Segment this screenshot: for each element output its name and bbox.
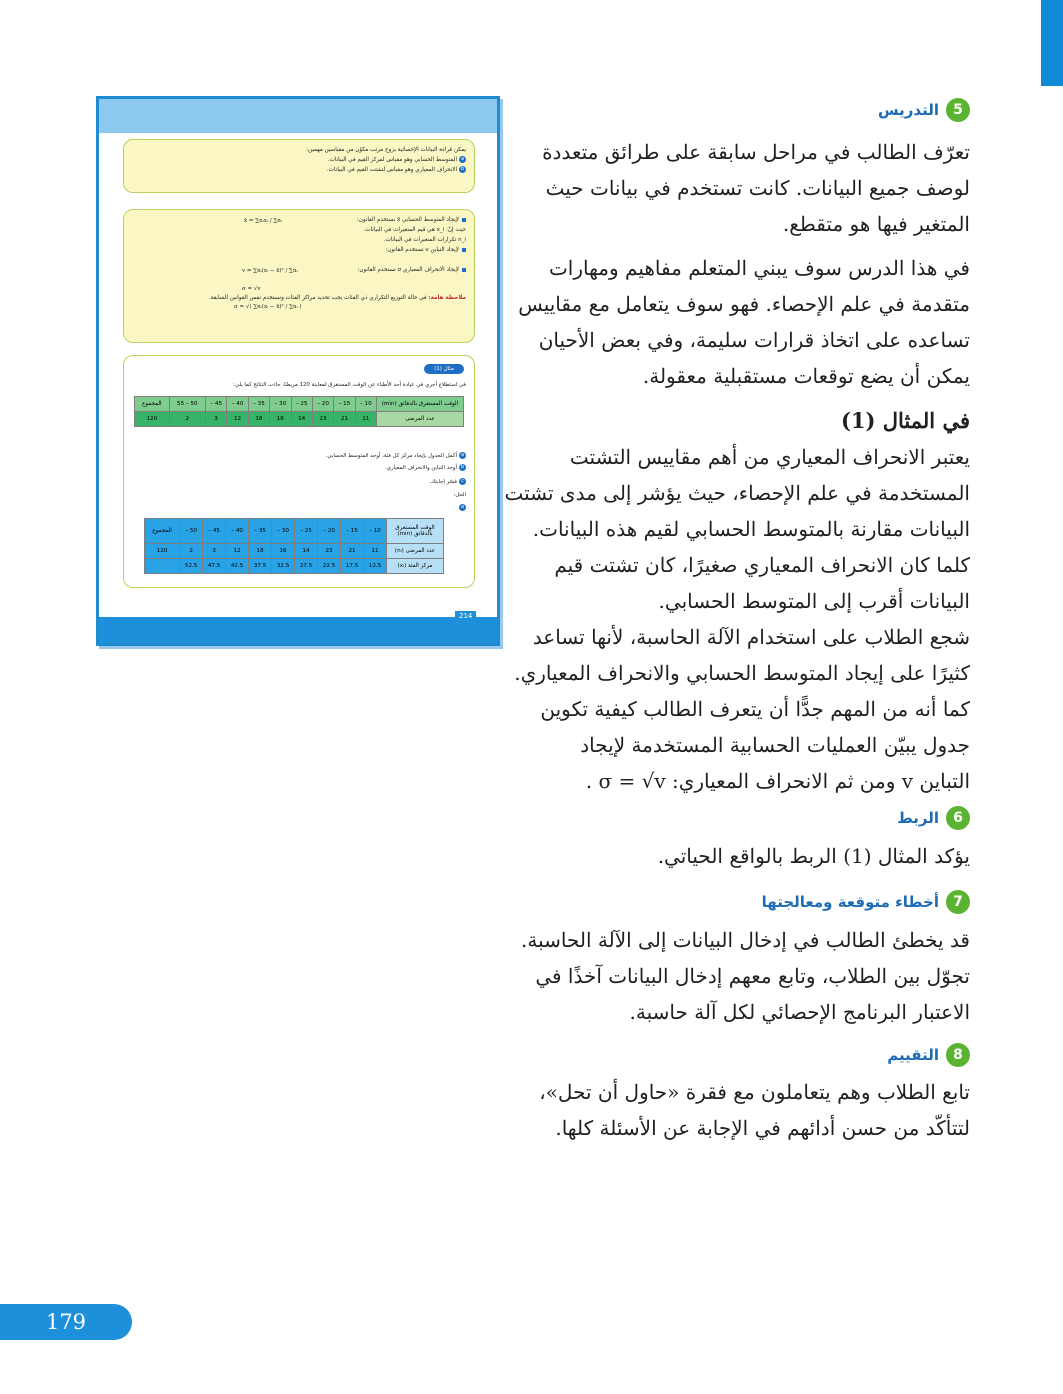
t2-total-header: المجموع (145, 519, 180, 544)
page-number: 179 (0, 1304, 132, 1340)
formula-mean-text: لإيجاد المتوسط الحسابي x̄ نستخدم القانون: (356, 217, 459, 223)
formula-sd-full: σ = √( ∑nᵢ(xᵢ − x̄)² / ∑nᵢ ) (234, 304, 302, 310)
t2-x: 12.5 (364, 559, 387, 574)
text-line: المستخدمة في علم الإحصاء، حيث يؤشر إلى مدى تشتت (504, 481, 970, 505)
section-7-heading: أخطاء متوقعة ومعالجتها (761, 893, 939, 911)
t2-x: 52.5 (180, 559, 203, 574)
text-line: كثيرًا على إيجاد المتوسط الحسابي والانحراف المعياري. (514, 661, 970, 685)
t1-val: 21 (334, 412, 355, 427)
formulas-box (123, 209, 475, 343)
text-line: لوصف جميع البيانات. كانت تستخدم في بيانات حيث (545, 176, 970, 200)
t2-n: 11 (364, 544, 387, 559)
question-b: أوجد التباين والانحراف المعياري. (385, 465, 457, 471)
t1-cat: 45 – (206, 397, 227, 412)
t1-cat: 20 – (312, 397, 333, 412)
section-5-heading: التدريس (877, 101, 939, 119)
t2-x: 27.5 (295, 559, 318, 574)
section-7-paragraph (521, 922, 970, 1030)
text-line: جدول يبيّن العمليات الحسابية المستخدمة لإيجاد (580, 733, 970, 757)
example-box (123, 355, 475, 588)
t2-n: 14 (295, 544, 318, 559)
t1-cat: 30 – (270, 397, 291, 412)
example-badge: مثال (1) (424, 364, 464, 374)
t1-val: 12 (227, 412, 248, 427)
section-6-paragraph (658, 838, 970, 874)
t2-cat: 20 – (318, 519, 341, 544)
example-1-paragraph (504, 439, 970, 799)
chapter-tab-marker (1041, 0, 1063, 86)
t1-val: 3 (206, 412, 227, 427)
t2-cat: 40 – (226, 519, 249, 544)
text-line: يعتبر الانحراف المعياري من أهم مقاييس التشتت (569, 445, 970, 469)
t2-n: 23 (318, 544, 341, 559)
bullet-b-icon: b (460, 166, 465, 172)
formula-where: حيث إنّ: x_i هي قيم المتغيرات في البيانات. (363, 227, 466, 233)
t1-row-label: عدد المرضى (377, 412, 464, 427)
text-line: البيانات أقرب إلى المتوسط الحسابي. (658, 589, 970, 613)
t1-val: 16 (270, 412, 291, 427)
section-6-number-badge: 6 (946, 806, 970, 830)
t1-cat: 40 – (227, 397, 248, 412)
text-line: الاعتبار البرنامج الإحصائي لكل آلة حاسبة. (629, 1000, 970, 1024)
thumbnail-header-bar (99, 99, 497, 133)
t1-cat: 10 – (355, 397, 376, 412)
t2-x: 42.5 (226, 559, 249, 574)
note-text: في حالة التوزيع التكراري ذي الفئات يجب تحديد مراكز الفئات ونستخدم نفس القوانين السابقة. (208, 295, 427, 301)
formula-variance-text: لإيجاد التباين v نستخدم القانون: (385, 247, 459, 253)
example-1-heading: في المثال (1) (840, 408, 970, 433)
section-5-paragraph-1 (542, 134, 970, 242)
text-line: شجع الطلاب على استخدام الآلة الحاسبة، لأنها تساعد (532, 625, 970, 649)
text-line-formula: التباين v ومن ثم الانحراف المعياري: σ = √v . (585, 769, 970, 793)
t1-cat: 35 – (248, 397, 269, 412)
t2-cat: 45 – (203, 519, 226, 544)
box1-intro: يمكن قراءة البيانات الإحصائية بزوج مرتب مكوّن من مقياسين مهمين: (306, 147, 466, 153)
t1-header-cell: الوقت المستغرق بالدقائق (min) (377, 397, 464, 412)
text-line: تجوّل بين الطلاب، وتابع معهم إدخال البيانات آخذًا في (535, 964, 970, 988)
t1-val: 11 (355, 412, 376, 427)
section-8-heading: التقييم (887, 1046, 939, 1064)
thumbnail-page-number: 214 (455, 611, 476, 621)
square-bullet-icon (462, 248, 466, 252)
bullet-c-icon: c (459, 478, 466, 485)
t1-cat: 25 – (291, 397, 312, 412)
t1-sum: 120 (135, 412, 170, 427)
bullet-a-icon: a (460, 504, 465, 510)
t2-n: 2 (180, 544, 203, 559)
t1-val: 14 (291, 412, 312, 427)
t1-val: 18 (248, 412, 269, 427)
t2-sum: 120 (145, 544, 180, 559)
t1-total-header: المجموع (135, 397, 170, 412)
bullet-a-icon: a (460, 452, 465, 458)
text-line: تابع الطلاب وهم يتعاملون مع فقرة «حاول أن تحل»، (539, 1080, 970, 1104)
t2-n: 16 (272, 544, 295, 559)
t2-n: 18 (249, 544, 272, 559)
text-line: يؤكد المثال (1) الربط بالواقع الحياتي. (657, 844, 970, 868)
t2-row-x-label: مركز الفئة (xᵢ) (387, 559, 444, 574)
example-data-table (134, 396, 464, 427)
t1-val: 2 (169, 412, 205, 427)
t2-cat: 10 – (364, 519, 387, 544)
t2-header-cell: الوقت المستغرق بالدقائق (min) (387, 519, 444, 544)
text-line: تعرّف الطالب في مراحل سابقة على طرائق متعددة (542, 140, 970, 164)
text-line: قد يخطئ الطالب في إدخال البيانات إلى الآلة الحاسبة. (521, 928, 970, 952)
thumbnail-footer-bar (99, 617, 497, 643)
square-bullet-icon (462, 218, 466, 222)
t2-x: 32.5 (272, 559, 295, 574)
box1-item-a: المتوسط الحسابي وهو مقياس لمركز القيم في البيانات. (327, 157, 457, 163)
section-6-heading: الربط (897, 809, 939, 827)
student-page-thumbnail (96, 96, 500, 646)
t1-cat: 15 – (334, 397, 355, 412)
t2-n: 12 (226, 544, 249, 559)
section-5-paragraph-2 (518, 250, 970, 394)
question-a: أكمل الجدول بإيجاد مركز كل فئة، أوجد المتوسط الحسابي. (325, 453, 457, 459)
solution-table (144, 518, 444, 574)
question-c: فسّر إجابتك. (429, 479, 457, 485)
note-label: ملاحظة هامة: (428, 295, 466, 301)
section-8-paragraph (539, 1074, 970, 1146)
text-line: المتغير فيها هو متقطع. (782, 212, 970, 236)
t2-x: 47.5 (203, 559, 226, 574)
t2-n: 3 (203, 544, 226, 559)
section-8-number-badge: 8 (946, 1043, 970, 1067)
t2-cat: 25 – (295, 519, 318, 544)
t2-cat: 50 – (180, 519, 203, 544)
text-line: يمكن أن يضع توقعات مستقبلية معقولة. (642, 364, 970, 388)
bullet-b-icon: b (460, 464, 465, 470)
text-line: متقدمة في علم الإحصاء. فهو سوف يتعامل مع مقاييس (518, 292, 970, 316)
t2-x: 22.5 (318, 559, 341, 574)
bullet-a-icon: a (460, 156, 465, 162)
solution-label: الحل: (453, 492, 466, 498)
key-concept-box (123, 139, 475, 193)
formula-freq: n_i تكرارات المتغيرات في البيانات. (383, 237, 466, 243)
example-intro: في استطلاع أجري في عيادة أحد الأطباء عن الوقت المستغرق لمعاينة 120 مريضًا، جاءت النتائج كما يلي: (233, 382, 466, 388)
t2-x-empty (145, 559, 180, 574)
text-line: كما أنه من المهم جدًّا أن يتعرف الطالب كيفية تكوين (540, 697, 970, 721)
t1-val: 23 (312, 412, 333, 427)
text-line: البيانات مقارنة بالمتوسط الحسابي لقيم هذه البيانات. (532, 517, 970, 541)
t2-x: 37.5 (249, 559, 272, 574)
box1-item-b: الانحراف المعياري وهو مقياس لتشتت القيم في البيانات. (326, 167, 457, 173)
t2-x: 17.5 (341, 559, 364, 574)
text-line: في هذا الدرس سوف يبني المتعلم مفاهيم ومهارات (548, 256, 970, 280)
formula-sd-short: σ = √v (242, 286, 261, 292)
formula-mean: x̄ = ∑nᵢxᵢ / ∑nᵢ (244, 218, 282, 224)
text-line: كلما كان الانحراف المعياري صغيرًا، كان تشتت قيم (554, 553, 970, 577)
square-bullet-icon (462, 268, 466, 272)
formula-variance: v = ∑nᵢ(xᵢ − x̄)² / ∑nᵢ (242, 268, 298, 274)
section-5-number-badge: 5 (946, 98, 970, 122)
text-line: تساعده على اتخاذ قرارات سليمة، وفي بعض الأحيان (538, 328, 970, 352)
t2-cat: 30 – (272, 519, 295, 544)
t1-cat: 50 – 55 (169, 397, 205, 412)
text-line: لتتأكّد من حسن أدائهم في الإجابة عن الأسئلة كلها. (555, 1116, 970, 1140)
t2-cat: 15 – (341, 519, 364, 544)
section-7-number-badge: 7 (946, 890, 970, 914)
t2-cat: 35 – (249, 519, 272, 544)
t2-n: 21 (341, 544, 364, 559)
formula-sd-text: لإيجاد الانحراف المعياري σ نستخدم القانون: (357, 267, 459, 273)
t2-row-n-label: عدد المرضى (nᵢ) (387, 544, 444, 559)
